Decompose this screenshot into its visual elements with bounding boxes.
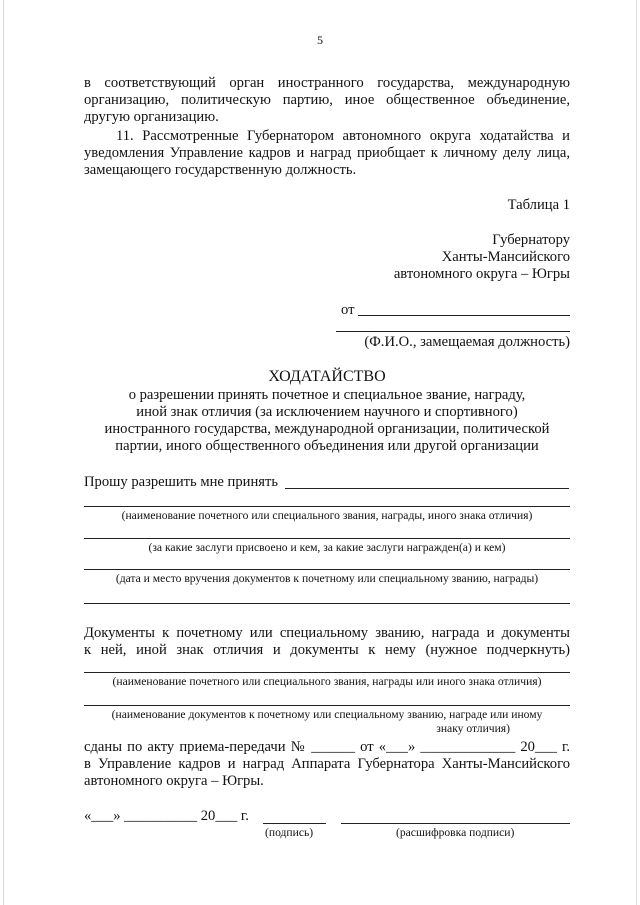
page-edge-left	[3, 0, 4, 905]
handover-line-3: автономного округа – Югры.	[84, 773, 264, 789]
signature-blank-line[interactable]	[263, 823, 326, 824]
intro-line-3: другую организацию.	[84, 109, 219, 125]
fio-blank-line[interactable]	[336, 331, 570, 332]
signature-caption: (подпись)	[265, 826, 314, 839]
signature-date: «___» __________ 20___ г.	[84, 808, 249, 824]
date-place-blank-line[interactable]	[84, 569, 570, 570]
fio-caption: (Ф.И.О., замещаемая должность)	[364, 334, 570, 350]
item11-line-1: 11. Рассмотренные Губернатором автономного округа ходатайства и	[116, 128, 570, 144]
intro-line-2: организацию, политическую партию, иное общественное объединение,	[84, 92, 570, 108]
page-edge-right	[636, 0, 637, 905]
signature-decode-blank-line[interactable]	[341, 823, 570, 824]
docs-name-caption-line-2: знаку отличия)	[436, 722, 510, 735]
addressee-line-1: Губернатору	[492, 232, 570, 248]
addressee-line-2: Ханты-Мансийского	[441, 249, 570, 265]
award-name2-caption: (наименование почетного или специального звания, награды или иного знака отличия)	[112, 675, 542, 688]
document-title: ХОДАТАЙСТВО	[268, 368, 386, 385]
subtitle-line-4: партии, иного общественного объединения или другой организации	[115, 438, 539, 454]
docs-name-blank-line[interactable]	[84, 705, 570, 706]
from-label: от	[341, 302, 355, 318]
merits-caption: (за какие заслуги присвоено и кем, за какие заслуги награжден(а) и кем)	[148, 541, 506, 554]
subtitle-line-1: о разрешении принять почетное и специальное звание, награду,	[128, 387, 526, 403]
documents-line-2: к ней, иной знак отличия и документы к нему (нужное подчеркнуть)	[84, 642, 570, 658]
date-place-caption: (дата и место вручения документов к почетному или специальному званию, награды)	[115, 572, 539, 585]
handover-line-2: в Управление кадров и наград Аппарата Губернатора Ханты-Мансийского	[84, 756, 570, 772]
handover-line-1: сданы по акту приема-передачи № ______ от «___» _____________ 20___ г.	[84, 739, 570, 755]
request-text: Прошу разрешить мне принять	[84, 474, 279, 490]
item11-line-2: уведомления Управление кадров и наград приобщает к личному делу лица,	[84, 145, 570, 161]
merits-blank-line[interactable]	[84, 538, 570, 539]
table-label: Таблица 1	[507, 197, 570, 213]
request-blank-line[interactable]	[285, 488, 569, 489]
award-name-caption: (наименование почетного или специального звания, награды, иного знака отличия)	[121, 509, 533, 522]
signature-decode-caption: (расшифровка подписи)	[396, 826, 515, 839]
extra-blank-line[interactable]	[84, 603, 570, 604]
docs-name-caption-line-1: (наименование документов к почетному или специальному званию, награде или иному	[111, 708, 543, 721]
subtitle-line-2: иной знак отличия (за исключением научного и спортивного)	[136, 404, 518, 420]
award-name2-blank-line[interactable]	[84, 672, 570, 673]
item11-line-3: замещающего государственную должность.	[84, 162, 357, 178]
addressee-line-3: автономного округа – Югры	[393, 266, 570, 282]
from-blank-line[interactable]	[358, 315, 570, 316]
documents-line-1: Документы к почетному или специальному званию, награда и документы	[84, 625, 570, 641]
intro-line-1: в соответствующий орган иностранного государства, международную	[84, 75, 570, 91]
subtitle-line-3: иностранного государства, международной организации, политической	[104, 421, 550, 437]
award-name-blank-line[interactable]	[84, 506, 570, 507]
page-number: 5	[317, 33, 323, 47]
